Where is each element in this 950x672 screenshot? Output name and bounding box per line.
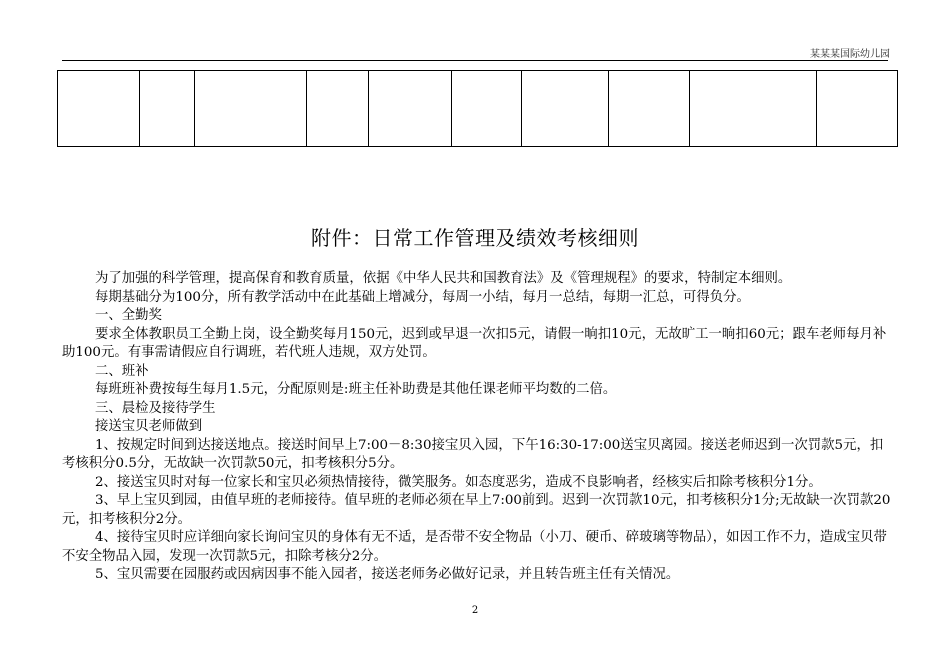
- paragraph: 为了加强的科学管理，提高保育和教育质量，依据《中华人民共和国教育法》及《管理规程》的要求，特制定本细则。: [95, 271, 792, 286]
- table-cell: [452, 71, 522, 147]
- table-cell: [140, 71, 195, 147]
- paragraph: 2、接送宝贝时对每一位家长和宝贝必须热情接待，微笑服务。如态度恶劣，造成不良影响者，经核实后扣除考核积分1分。: [95, 474, 822, 490]
- table-cell: [195, 71, 307, 147]
- empty-table: [57, 70, 898, 147]
- section-heading: 二、班补: [95, 363, 149, 379]
- table-cell: [690, 71, 817, 147]
- section-heading: 三、晨检及接待学生: [95, 400, 216, 416]
- table-cell: [307, 71, 369, 147]
- paragraph: 4、接待宝贝时应详细向家长询问宝贝的身体有无不适，是否带不安全物品（小刀、硬币、碎玻璃等物品），如因工作不力，造成宝贝带不安全物品入园，发现一次罚款5元，扣除考核分2分。: [62, 530, 887, 564]
- page-number: 2: [471, 605, 479, 616]
- table-cell: [369, 71, 452, 147]
- table-cell: [522, 71, 609, 147]
- document-title: 附件：日常工作管理及绩效考核细则: [311, 226, 639, 250]
- paragraph: 接送宝贝老师做到: [95, 419, 203, 434]
- table-cell: [609, 71, 690, 147]
- paragraph: 每班班补费按每生每月1.5元，分配原则是:班主任补助费是其他任课老师平均数的二倍。: [95, 382, 617, 397]
- table-cell: [817, 71, 898, 147]
- section-heading: 一、全勤奖: [95, 308, 162, 323]
- paragraph: 要求全体教职员工全勤上岗，设全勤奖每月150元，迟到或早退一次扣5元，请假一晌扣10元，无故旷工一晌扣60元；跟车老师每月补助100元。有事需请假应自行调班，若代班人违规，双方处罚。: [62, 326, 887, 360]
- table-row: [58, 71, 898, 147]
- paragraph: 5、宝贝需要在园服药或因病因事不能入园者，接送老师务必做好记录，并且转告班主任有关情况。: [95, 567, 680, 582]
- paragraph: 3、早上宝贝到园，由值早班的老师接待。值早班的老师必须在早上7:00前到。迟到一次罚款10元，扣考核积分1分;无故缺一次罚款20元，扣考核积分2分。: [62, 493, 891, 527]
- header-org-name: 某某某国际幼儿园: [810, 49, 890, 60]
- table-cell: [58, 71, 140, 147]
- paragraph: 每期基础分为100分，所有教学活动中在此基础上增减分，每周一小结，每月一总结，每期一汇总，可得负分。: [95, 289, 750, 305]
- header-rule: [62, 60, 888, 61]
- paragraph: 1、按规定时间到达接送地点。接送时间早上7:00－8:30接宝贝入园，下午16:30-17:00送宝贝离园。接送老师迟到一次罚款5元，扣考核积分0.5分，无故缺一次罚款50元，扣考核积分5分。: [62, 437, 884, 471]
- document-body: [62, 270, 895, 585]
